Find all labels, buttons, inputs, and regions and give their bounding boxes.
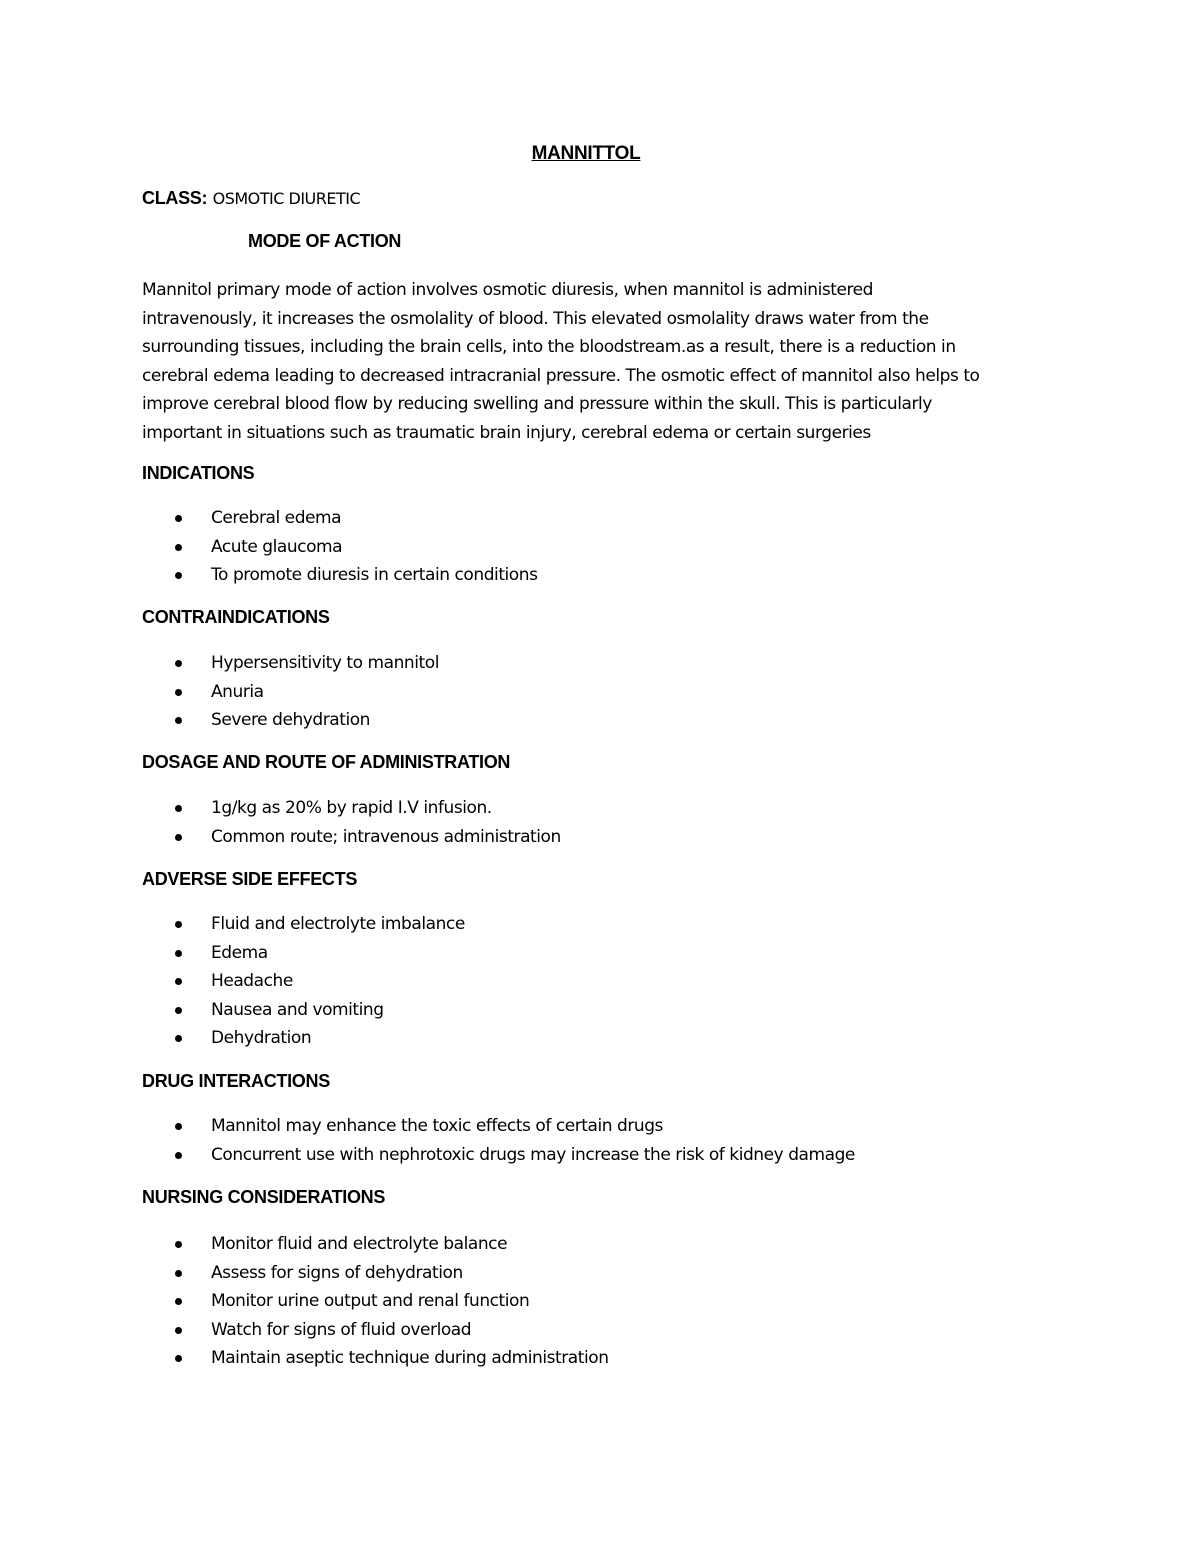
bullet-icon xyxy=(175,1298,182,1305)
adverse-effects-heading: ADVERSE SIDE EFFECTS xyxy=(142,869,358,889)
paragraph-line: improve cerebral blood flow by reducing swelling and pressure within the skull. This is particularly xyxy=(142,394,932,414)
bullet-icon xyxy=(175,1327,182,1334)
nursing-considerations-heading: NURSING CONSIDERATIONS xyxy=(142,1187,386,1207)
list-item-text: Common route; intravenous administration xyxy=(211,826,561,847)
bullet-icon xyxy=(175,1152,182,1159)
list-item-text: Acute glaucoma xyxy=(211,536,343,557)
bullet-icon xyxy=(175,515,182,522)
list-item-text: Edema xyxy=(211,942,268,963)
list-item-text: Maintain aseptic technique during administration xyxy=(211,1348,609,1368)
bullet-icon xyxy=(175,689,182,696)
list-item-text: Watch for signs of fluid overload xyxy=(211,1319,472,1340)
contraindications-heading: CONTRAINDICATIONS xyxy=(142,607,330,627)
list-item-text: Dehydration xyxy=(211,1028,312,1048)
paragraph-line: surrounding tissues, including the brain cells, into the bloodstream.as a result, there is a reduction in xyxy=(142,337,956,357)
bullet-icon xyxy=(175,1123,182,1130)
drug-class-line xyxy=(142,188,360,209)
list-item-text: Monitor fluid and electrolyte balance xyxy=(211,1234,508,1254)
document-title: MANNITTOL xyxy=(531,143,641,164)
bullet-icon xyxy=(175,834,182,841)
bullet-icon xyxy=(175,978,182,985)
paragraph-line: intravenously, it increases the osmolality of blood. This elevated osmolality draws water from the xyxy=(142,308,929,329)
bullet-icon xyxy=(175,950,182,957)
bullet-icon xyxy=(175,717,182,724)
list-item-text: 1g/kg as 20% by rapid I.V infusion. xyxy=(211,798,492,818)
bullet-icon xyxy=(175,921,182,928)
list-item-text: Fluid and electrolyte imbalance xyxy=(211,914,465,934)
list-item-text: Nausea and vomiting xyxy=(211,999,384,1020)
paragraph-line: Mannitol primary mode of action involves osmotic diuresis, when mannitol is administered xyxy=(142,280,874,300)
list-item-text: Mannitol may enhance the toxic effects of certain drugs xyxy=(211,1116,663,1136)
bullet-icon xyxy=(175,1007,182,1014)
bullet-icon xyxy=(175,1241,182,1248)
drug-class-value: OSMOTIC DIURETIC xyxy=(212,189,361,208)
bullet-icon xyxy=(175,572,182,579)
dosage-heading: DOSAGE AND ROUTE OF ADMINISTRATION xyxy=(142,752,511,772)
bullet-icon xyxy=(175,1270,182,1277)
drug-class-label: CLASS: xyxy=(142,188,208,208)
bullet-icon xyxy=(175,660,182,667)
list-item-text: To promote diuresis in certain conditions xyxy=(211,565,538,585)
list-item-text: Monitor urine output and renal function xyxy=(211,1291,530,1311)
paragraph-line: cerebral edema leading to decreased intracranial pressure. The osmotic effect of mannitol also helps to xyxy=(142,365,980,386)
list-item-text: Anuria xyxy=(211,681,264,702)
bullet-icon xyxy=(175,544,182,551)
list-item-text: Hypersensitivity to mannitol xyxy=(211,653,439,673)
list-item-text: Assess for signs of dehydration xyxy=(211,1262,463,1283)
bullet-icon xyxy=(175,1355,182,1362)
paragraph-line: important in situations such as traumatic brain injury, cerebral edema or certain surgeries xyxy=(142,422,871,443)
mode-of-action-heading: MODE OF ACTION xyxy=(248,231,402,251)
drug-interactions-heading: DRUG INTERACTIONS xyxy=(142,1071,330,1091)
indications-heading: INDICATIONS xyxy=(142,463,255,483)
list-item-text: Severe dehydration xyxy=(211,710,370,730)
list-item-text: Headache xyxy=(211,971,293,991)
bullet-icon xyxy=(175,1035,182,1042)
list-item-text: Cerebral edema xyxy=(211,508,342,528)
bullet-icon xyxy=(175,805,182,812)
mode-of-action-paragraph xyxy=(142,276,1072,447)
list-item-text: Concurrent use with nephrotoxic drugs may increase the risk of kidney damage xyxy=(211,1144,855,1165)
